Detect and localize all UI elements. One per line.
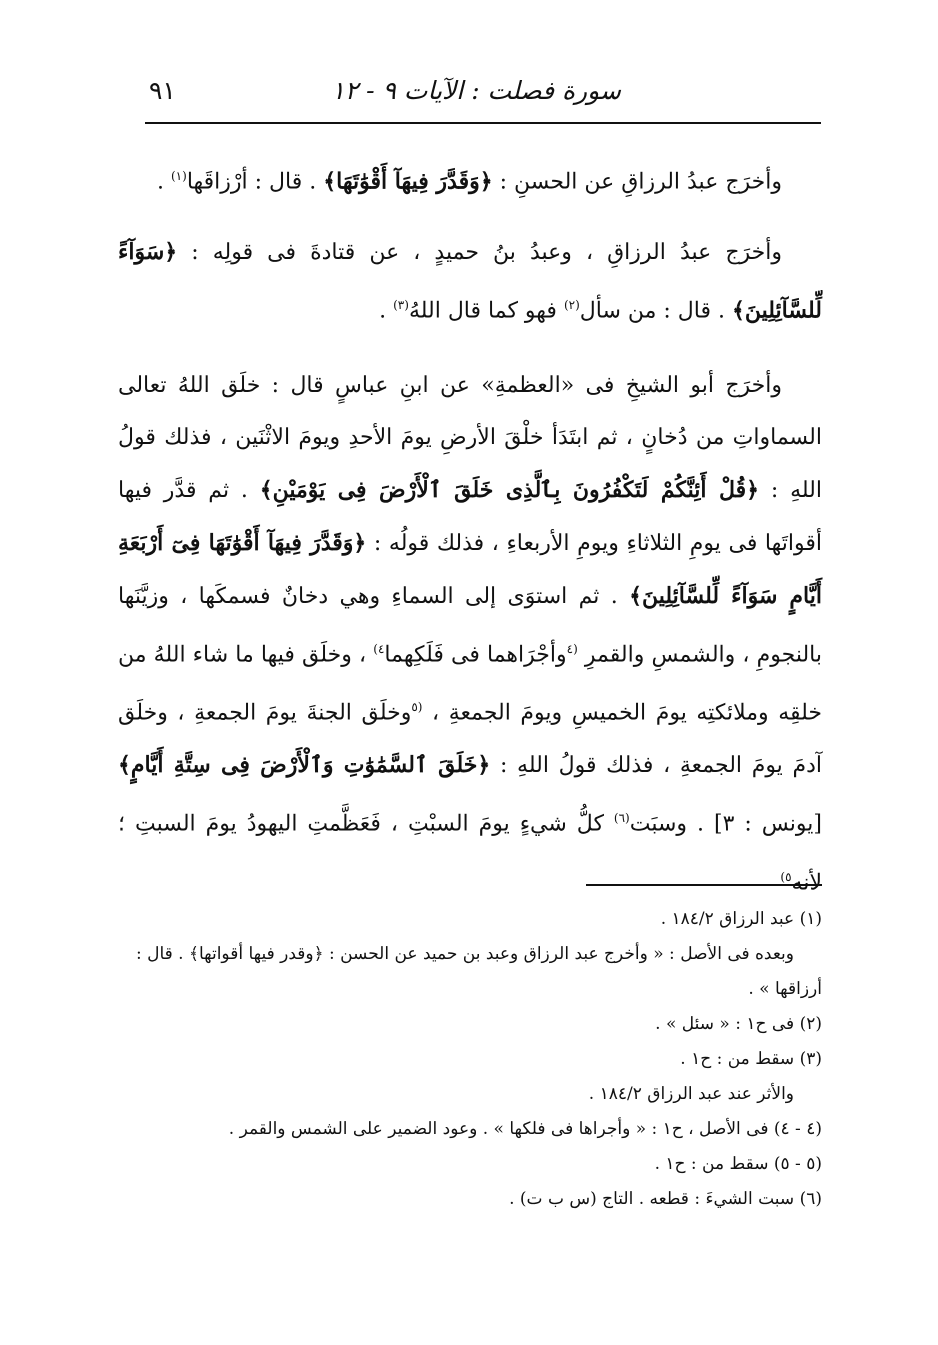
text: وأخرَج عبدُ الرزاقِ عن الحسنِ :	[492, 169, 782, 195]
page-header	[145, 70, 821, 116]
footnote-1-note-cont: أرزاقها » .	[748, 979, 822, 999]
page-number: ٩١	[149, 76, 176, 105]
footnote-6: (٦) سبت الشيءَ : قطعه . التاج (س ب ت) .	[509, 1189, 822, 1209]
footnote-5: (٥ - ٥) سقط من : ح١ .	[654, 1154, 822, 1174]
text: .	[379, 298, 394, 324]
running-head: سورة فصلت : الآيات ٩ - ١٢	[331, 76, 621, 105]
footnote-ref[interactable]: (٢)	[563, 298, 580, 313]
footnote-ref[interactable]: (٥	[411, 699, 423, 714]
footnote-1-note: وبعده فى الأصل : « وأخرج عبد الرزاق وعبد بن حميد عن الحسن : ﴿وقدر فيها أقواتها﴾ . قال :	[135, 944, 794, 964]
footnote-ref[interactable]: (٤	[566, 641, 578, 656]
footnote-3: (٣) سقط من : ح١ .	[680, 1049, 822, 1069]
text: .	[156, 169, 171, 195]
text: . ثم استوَى إلى السماءِ وهي دخانٌ فسمكَها ، وزيَّنَها بالنجومِ ، والشمسِ والقمرِ	[118, 583, 822, 667]
paragraph-2	[118, 226, 822, 337]
text: . قال : أرْزاقَها	[186, 169, 324, 195]
footnote-2: (٢) فى ح١ : « سئل » .	[655, 1014, 822, 1034]
footnote-1: (١) عبد الرزاق ١٨٤/٢ .	[660, 909, 822, 929]
text: وخلَق الجنةَ يومَ الجمعةِ ، وخلَق آدمَ يومَ الجمعةِ ، فذلك قولُ اللهِ :	[118, 700, 823, 779]
text: كلُّ شيءٍ يومَ السبْتِ ، فَعَظَّمتِ اليهودُ يومَ السبتِ ؛ لأنه	[118, 811, 822, 895]
paragraph-3	[118, 360, 822, 909]
text: . قال : من سأل	[579, 298, 732, 324]
footnote-ref[interactable]: (٦)	[613, 811, 630, 826]
main-text	[118, 150, 822, 931]
header-rule	[145, 122, 821, 124]
text: [يونس : ٣] . وسبَت	[629, 811, 822, 837]
text: وأخرَج عبدُ الرزاقِ ، وعبدُ بنُ حميدٍ ، عن قتادةَ فى قولِه :	[177, 240, 783, 266]
footnote-4: (٤ - ٤) فى الأصل ، ح١ : « وأجراها فى فلكها » . وعود الضمير على الشمس والقمر .	[228, 1119, 822, 1139]
text: وأجْرَاهما فى فَلَكِهما	[384, 641, 567, 667]
footnote-ref[interactable]: ٤)	[373, 641, 385, 656]
footnote-ref[interactable]: (١)	[170, 169, 187, 183]
quran-verse: ﴿وَقَدَّرَ فِيهَآ أَقْوَٰتَهَا فِىٓ أَرْبَعَةِ أَيَّامٍ سَوَآءً لِّلسَّآئِلِينَ﴾	[118, 529, 822, 609]
text: فهو كما قال اللهُ	[408, 298, 564, 324]
paragraph-1	[118, 150, 822, 208]
footnote-ref[interactable]: (٣)	[393, 298, 409, 313]
quran-verse: ﴿سَوَآءً لِّلسَّآئِلِينَ﴾	[118, 239, 822, 324]
text: ، وخلَق فيها ما شاء اللهُ من خلقِه وملائكتِه يومَ الخميسِ ويومَ الجمعةِ ،	[118, 641, 822, 726]
footnote-ref[interactable]: ٥)	[780, 869, 792, 884]
quran-verse: ﴿وَقَدَّرَ فِيهَآ أَقْوَٰتَهَا﴾	[323, 168, 493, 195]
quran-verse: ﴿قُلْ أَئِنَّكُمْ لَتَكْفُرُونَ بِٱلَّذِى خَلَقَ ٱلْأَرْضَ فِى يَوْمَيْنِ﴾	[259, 476, 760, 503]
footnotes	[118, 902, 822, 1217]
quran-verse: ﴿خَلَقَ ٱلسَّمَٰوَٰتِ وَٱلْأَرْضَ فِى سِتَّةِ أَيَّامٍ﴾	[118, 752, 491, 779]
footnote-rule	[586, 884, 822, 886]
footnote-3-note: والأثر عند عبد الرزاق ١٨٤/٢ .	[588, 1084, 794, 1104]
text: وأخرَج أبو الشيخِ فى «العظمةِ» عن ابنِ عباسٍ قال : خلَق اللهُ تعالى السماواتِ من دُخانٍ ، ثم ابتَدَأ خلْقَ الأرضِ يومَ الأحدِ ويومَ الاثْنَين ، فذلك قولُ اللهِ :	[118, 372, 823, 503]
text: . ثم قدَّر فيها أقواتَها فى يومِ الثلاثاءِ ويومِ الأربعاءِ ، فذلك قولُه :	[118, 477, 822, 556]
